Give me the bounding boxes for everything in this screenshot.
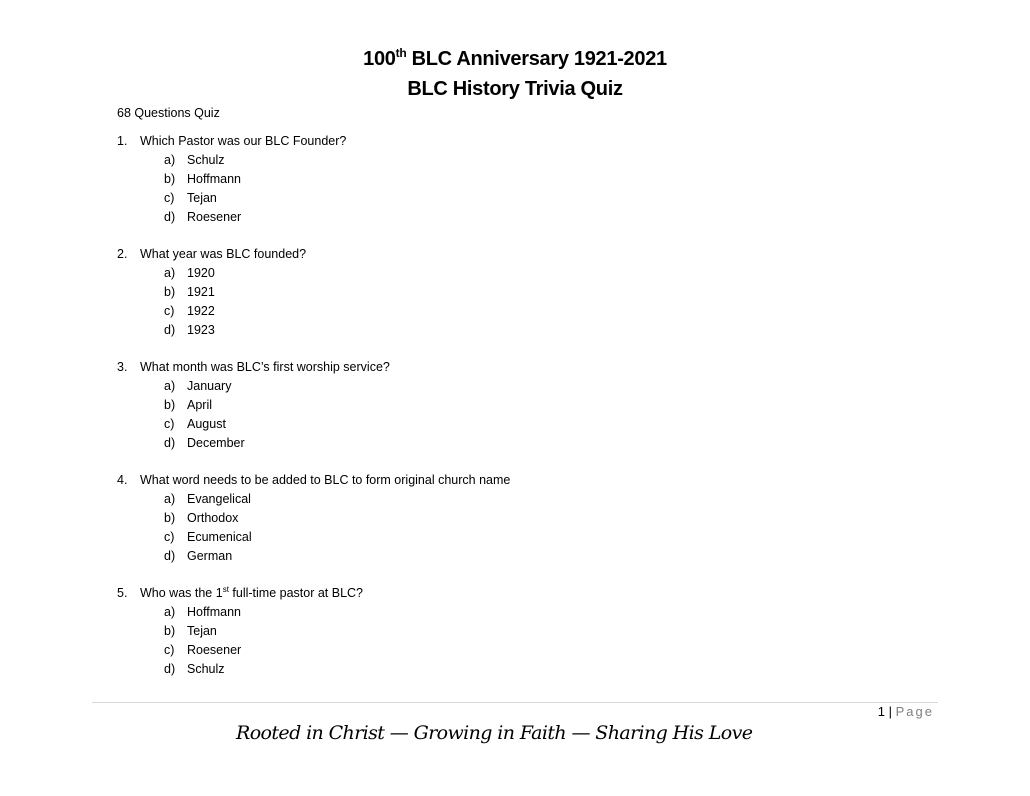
option-text: April	[187, 398, 213, 412]
answer-option	[117, 434, 510, 453]
question-text-end: full-time pastor at BLC?	[228, 586, 364, 600]
footer-divider	[92, 702, 938, 703]
question-number: 2.	[117, 247, 128, 261]
question-text: What month was BLC’s first worship service?	[140, 360, 390, 374]
answer-option	[117, 622, 510, 641]
option-letter: c)	[164, 191, 175, 205]
option-text: 1922	[187, 304, 215, 318]
option-text: Tejan	[187, 624, 217, 638]
option-text: December	[187, 436, 245, 450]
option-letter: d)	[164, 549, 176, 563]
option-letter: a)	[164, 605, 176, 619]
option-text: Hoffmann	[187, 172, 241, 186]
question-1	[117, 132, 510, 227]
answer-option	[117, 377, 510, 396]
option-text: Roesener	[187, 643, 242, 657]
question-text: What year was BLC founded?	[140, 247, 307, 261]
question-5	[117, 584, 510, 679]
answer-option	[117, 321, 510, 340]
option-text: Orthodox	[187, 511, 239, 525]
page-number: 1	[877, 704, 886, 719]
question-number: 5.	[117, 586, 128, 600]
page-word: Page	[895, 704, 934, 719]
option-text: Roesener	[187, 210, 242, 224]
option-letter: c)	[164, 304, 175, 318]
option-letter: c)	[164, 530, 175, 544]
option-text: Evangelical	[187, 492, 251, 506]
option-letter: c)	[164, 417, 175, 431]
answer-option	[117, 547, 510, 566]
answer-option	[117, 151, 510, 170]
answer-option	[117, 396, 510, 415]
option-letter: c)	[164, 643, 175, 657]
option-letter: d)	[164, 323, 176, 337]
answer-option	[117, 264, 510, 283]
option-letter: b)	[164, 398, 176, 412]
option-letter: b)	[164, 511, 176, 525]
question-number: 1.	[117, 134, 128, 148]
answer-option	[117, 208, 510, 227]
option-letter: b)	[164, 285, 176, 299]
option-text: Hoffmann	[187, 605, 241, 619]
answer-option	[117, 603, 510, 622]
option-letter: a)	[164, 266, 176, 280]
option-text: 1923	[187, 323, 215, 337]
question-text: Which Pastor was our BLC Founder?	[140, 134, 347, 148]
option-text: 1921	[187, 285, 215, 299]
answer-option	[117, 660, 510, 679]
answer-option	[117, 189, 510, 208]
question-list	[117, 132, 510, 697]
option-text: Ecumenical	[187, 530, 252, 544]
option-letter: b)	[164, 172, 176, 186]
answer-option	[117, 302, 510, 321]
document-subtitle-heading: BLC History Trivia Quiz	[407, 78, 623, 100]
option-letter: a)	[164, 379, 176, 393]
option-text: January	[187, 379, 232, 393]
questions-count-label: 68 Questions Quiz	[117, 106, 220, 120]
answer-option	[117, 283, 510, 302]
question-4	[117, 471, 510, 566]
option-text: Schulz	[187, 662, 225, 676]
title-number: 100	[363, 48, 396, 70]
title-superscript: th	[395, 46, 407, 60]
question-2	[117, 245, 510, 340]
option-letter: d)	[164, 436, 176, 450]
page-number-footer	[878, 704, 934, 719]
option-letter: b)	[164, 624, 176, 638]
option-letter: d)	[164, 662, 176, 676]
option-text: German	[187, 549, 233, 563]
question-number: 4.	[117, 473, 128, 487]
option-letter: d)	[164, 210, 176, 224]
document-title	[0, 48, 1030, 71]
option-letter: a)	[164, 153, 176, 167]
answer-option	[117, 170, 510, 189]
option-text: 1920	[187, 266, 215, 280]
answer-option	[117, 509, 510, 528]
footer-tagline: Rooted in Christ — Growing in Faith — Sharing His Love	[236, 722, 753, 744]
title-rest: BLC Anniversary 1921-2021	[406, 48, 667, 70]
answer-option	[117, 528, 510, 547]
option-text: August	[187, 417, 226, 431]
answer-option	[117, 641, 510, 660]
ordinal-superscript: st	[222, 585, 229, 594]
page-separator: |	[885, 704, 896, 719]
question-text	[140, 586, 363, 600]
answer-option	[117, 415, 510, 434]
option-text: Schulz	[187, 153, 225, 167]
option-letter: a)	[164, 492, 176, 506]
option-text: Tejan	[187, 191, 217, 205]
answer-option	[117, 490, 510, 509]
question-text: What word needs to be added to BLC to form original church name	[140, 473, 511, 487]
question-3	[117, 358, 510, 453]
question-number: 3.	[117, 360, 128, 374]
question-text-start: Who was the 1	[140, 586, 223, 600]
